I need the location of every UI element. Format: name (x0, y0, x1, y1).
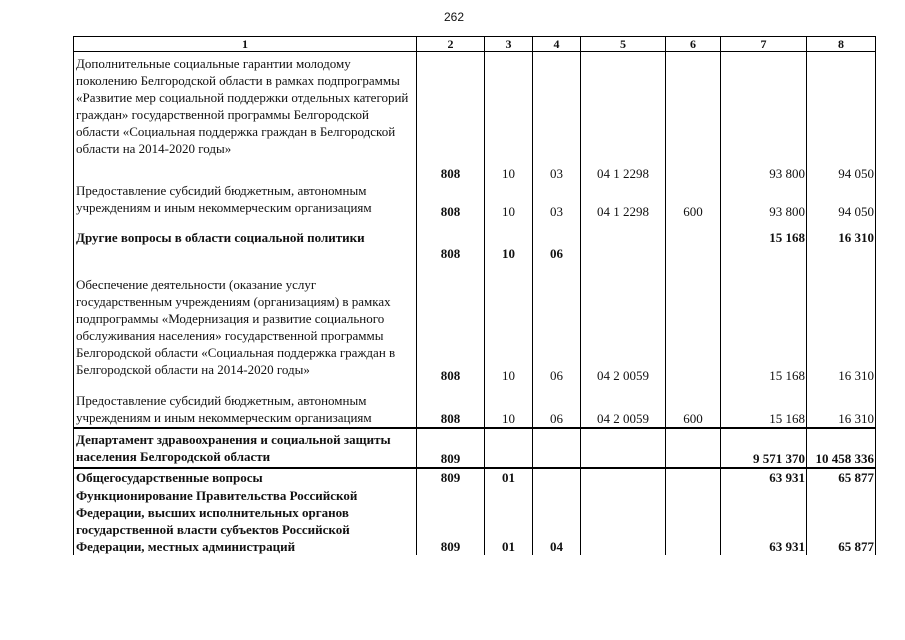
header-row (74, 37, 876, 52)
sum-2015: 15 168 (721, 220, 807, 264)
table-row (74, 388, 876, 428)
section-code: 10 (485, 220, 533, 264)
sum-2015: 15 168 (721, 388, 807, 428)
row-name: Общегосударственные вопросы (74, 468, 417, 487)
row-name: Обеспечение деятельности (оказание услуг государственным учреждениям (организациям) в рамках подпрограммы «Модернизация и развитие социального обслуживания населения» государственной программы Белгородской области «Социальная поддержка граждан в Белгородской области на 2014-2020 годы» (74, 264, 417, 388)
table-row (74, 428, 876, 468)
table-row (74, 264, 876, 388)
ministry-code: 808 (417, 52, 485, 182)
expense-type-code: 600 (666, 182, 721, 220)
subsection-code (533, 428, 581, 468)
table-row (74, 487, 876, 555)
ministry-code: 808 (417, 220, 485, 264)
header-col-1: 1 (74, 37, 417, 52)
budget-table (73, 36, 876, 555)
expense-type-code (666, 428, 721, 468)
expense-type-code (666, 220, 721, 264)
sum-2016: 16 310 (807, 220, 876, 264)
sum-2016: 10 458 336 (807, 428, 876, 468)
sum-2015: 93 800 (721, 52, 807, 182)
expense-type-code (666, 468, 721, 487)
row-name: Предоставление субсидий бюджетным, автономным учреждениям и иным некоммерческим организациям (74, 388, 417, 428)
section-code: 01 (485, 468, 533, 487)
subsection-code: 06 (533, 264, 581, 388)
row-name: Департамент здравоохранения и социальной защиты населения Белгородской области (74, 428, 417, 468)
subsection-code (533, 468, 581, 487)
ministry-code: 809 (417, 487, 485, 555)
target-code (581, 468, 666, 487)
table-row (74, 220, 876, 264)
header-col-5: 5 (581, 37, 666, 52)
sum-2016: 65 877 (807, 468, 876, 487)
target-code: 04 1 2298 (581, 52, 666, 182)
ministry-code: 808 (417, 182, 485, 220)
target-code (581, 487, 666, 555)
sum-2016: 94 050 (807, 182, 876, 220)
section-code (485, 428, 533, 468)
header-col-3: 3 (485, 37, 533, 52)
target-code (581, 220, 666, 264)
sum-2016: 94 050 (807, 52, 876, 182)
sum-2015: 9 571 370 (721, 428, 807, 468)
target-code: 04 2 0059 (581, 264, 666, 388)
page-number: 262 (444, 10, 465, 24)
subsection-code: 04 (533, 487, 581, 555)
section-code: 10 (485, 264, 533, 388)
header-col-4: 4 (533, 37, 581, 52)
expense-type-code (666, 487, 721, 555)
subsection-code: 03 (533, 52, 581, 182)
ministry-code: 808 (417, 388, 485, 428)
header-col-2: 2 (417, 37, 485, 52)
subsection-code: 03 (533, 182, 581, 220)
header-col-8: 8 (807, 37, 876, 52)
subsection-code: 06 (533, 388, 581, 428)
section-code: 10 (485, 52, 533, 182)
sum-2015: 15 168 (721, 264, 807, 388)
sum-2015: 63 931 (721, 468, 807, 487)
header-col-6: 6 (666, 37, 721, 52)
expense-type-code (666, 52, 721, 182)
row-name: Дополнительные социальные гарантии молодому поколению Белгородской области в рамках подпрограммы «Развитие мер социальной поддержки отдельных категорий граждан» государственной программы Белгородской области «Социальная поддержка граждан в Белгородской области на 2014-2020 годы» (74, 52, 417, 182)
target-code (581, 428, 666, 468)
row-name: Функционирование Правительства Российской Федерации, высших исполнительных органов государственной власти субъектов Российской Федерации, местных администраций (74, 487, 417, 555)
table-row (74, 468, 876, 487)
section-code: 10 (485, 388, 533, 428)
expense-type-code (666, 264, 721, 388)
table-row (74, 182, 876, 220)
subsection-code: 06 (533, 220, 581, 264)
header-col-7: 7 (721, 37, 807, 52)
sum-2016: 16 310 (807, 388, 876, 428)
sum-2016: 16 310 (807, 264, 876, 388)
section-code: 10 (485, 182, 533, 220)
ministry-code: 809 (417, 428, 485, 468)
sum-2016: 65 877 (807, 487, 876, 555)
table-row (74, 52, 876, 182)
row-name: Другие вопросы в области социальной политики (74, 220, 417, 264)
target-code: 04 2 0059 (581, 388, 666, 428)
row-name: Предоставление субсидий бюджетным, автономным учреждениям и иным некоммерческим организациям (74, 182, 417, 220)
ministry-code: 808 (417, 264, 485, 388)
section-code: 01 (485, 487, 533, 555)
ministry-code: 809 (417, 468, 485, 487)
sum-2015: 93 800 (721, 182, 807, 220)
target-code: 04 1 2298 (581, 182, 666, 220)
sum-2015: 63 931 (721, 487, 807, 555)
expense-type-code: 600 (666, 388, 721, 428)
